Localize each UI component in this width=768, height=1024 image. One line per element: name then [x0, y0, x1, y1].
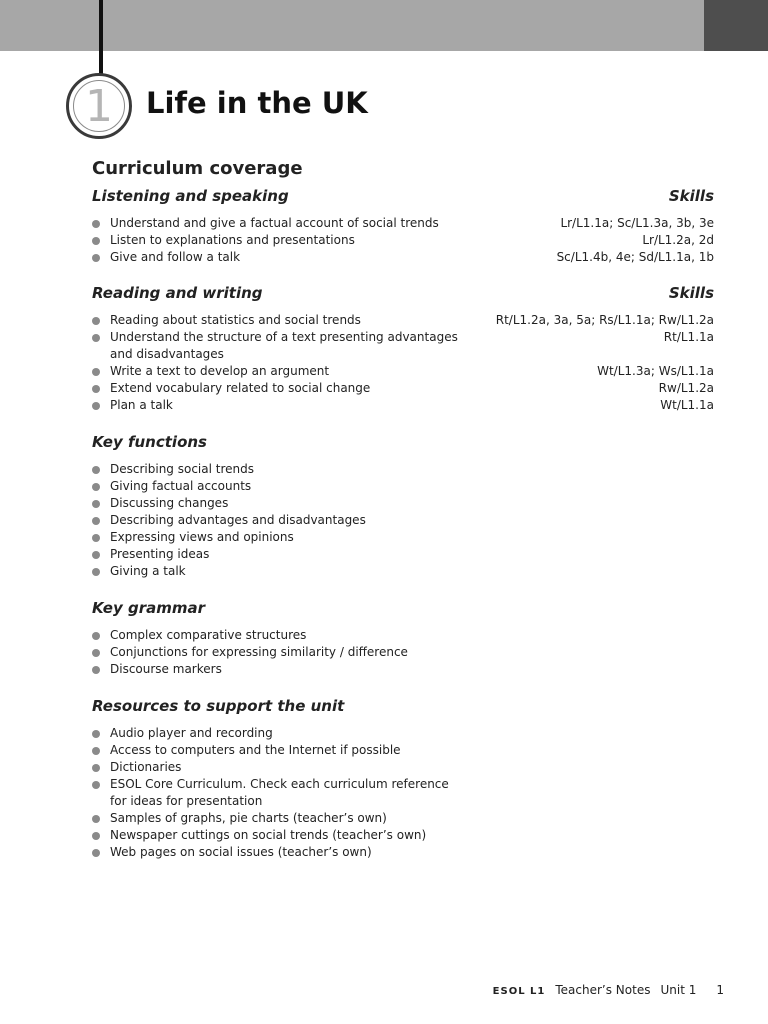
item-text: Presenting ideas	[110, 547, 210, 561]
list-item	[92, 529, 714, 546]
list-item	[92, 312, 714, 329]
curriculum-content	[92, 155, 714, 861]
list-item	[92, 380, 714, 397]
unit-marker-line	[99, 0, 103, 78]
section-title: Listening and speaking	[92, 187, 289, 205]
bullet-icon	[92, 730, 100, 738]
item-text: Expressing views and opinions	[110, 530, 294, 544]
list-item	[92, 810, 714, 827]
item-text: Web pages on social issues (teacher’s own)	[110, 845, 372, 859]
section-title: Reading and writing	[92, 284, 263, 302]
section-title: Resources to support the unit	[92, 697, 345, 715]
item-list	[92, 215, 714, 266]
item-list	[92, 312, 714, 414]
item-list	[92, 627, 714, 678]
curriculum-heading: Curriculum coverage	[92, 158, 303, 179]
list-item	[92, 776, 714, 810]
section	[92, 595, 714, 678]
unit-number-badge	[66, 73, 132, 139]
item-text: Reading about statistics and social trends	[110, 313, 361, 327]
section-title: Key functions	[92, 433, 207, 451]
list-item	[92, 512, 714, 529]
list-item	[92, 249, 714, 266]
item-text: Complex comparative structures	[110, 628, 307, 642]
item-text: Giving a talk	[110, 564, 186, 578]
sections-container	[92, 183, 714, 861]
item-text: ESOL Core Curriculum. Check each curriculum reference for ideas for presentation	[110, 777, 449, 808]
item-text: Discourse markers	[110, 662, 222, 676]
item-text: Give and follow a talk	[110, 250, 241, 264]
list-item	[92, 644, 714, 661]
item-list	[92, 725, 714, 861]
section-header	[92, 429, 714, 455]
list-item	[92, 478, 714, 495]
section-header	[92, 595, 714, 621]
bullet-icon	[92, 317, 100, 325]
bullet-icon	[92, 832, 100, 840]
item-text: Understand the structure of a text presenting advantages and disadvantages	[110, 330, 458, 361]
list-item	[92, 329, 714, 363]
section-header	[92, 280, 714, 306]
skills-label: Skills	[668, 284, 714, 302]
list-item	[92, 232, 714, 249]
item-text: Dictionaries	[110, 760, 182, 774]
bullet-icon	[92, 568, 100, 576]
list-item	[92, 725, 714, 742]
bullet-icon	[92, 385, 100, 393]
item-text: Extend vocabulary related to social change	[110, 381, 371, 395]
item-text: Newspaper cuttings on social trends (teacher’s own)	[110, 828, 427, 842]
bullet-icon	[92, 649, 100, 657]
bullet-icon	[92, 551, 100, 559]
bullet-icon	[92, 368, 100, 376]
section	[92, 183, 714, 266]
header-band	[0, 0, 704, 51]
item-skill-reference: Rw/L1.2a	[658, 381, 714, 395]
list-item	[92, 627, 714, 644]
bullet-icon	[92, 781, 100, 789]
bullet-icon	[92, 764, 100, 772]
list-item	[92, 759, 714, 776]
skills-label: Skills	[668, 187, 714, 205]
section-header	[92, 693, 714, 719]
section-title: Key grammar	[92, 599, 206, 617]
item-text: Describing advantages and disadvantages	[110, 513, 366, 527]
item-skill-reference: Wt/L1.1a	[660, 398, 714, 412]
bullet-icon	[92, 466, 100, 474]
item-text: Discussing changes	[110, 496, 229, 510]
section	[92, 429, 714, 580]
bullet-icon	[92, 666, 100, 674]
list-item	[92, 827, 714, 844]
list-item	[92, 461, 714, 478]
item-skill-reference: Rt/L1.1a	[663, 330, 714, 344]
header-corner-block	[704, 0, 768, 51]
item-text: Listen to explanations and presentations	[110, 233, 355, 247]
footer-book: Teacher’s Notes	[555, 983, 651, 997]
bullet-icon	[92, 815, 100, 823]
bullet-icon	[92, 220, 100, 228]
unit-number: 1	[73, 80, 125, 132]
list-item	[92, 563, 714, 580]
item-skill-reference: Wt/L1.3a; Ws/L1.1a	[597, 364, 714, 378]
item-text: Audio player and recording	[110, 726, 273, 740]
item-skill-reference: Lr/L1.2a, 2d	[642, 233, 714, 247]
section-header	[92, 183, 714, 209]
page-number: 1	[716, 983, 724, 997]
item-skill-reference: Rt/L1.2a, 3a, 5a; Rs/L1.1a; Rw/L1.2a	[495, 313, 714, 327]
item-text: Plan a talk	[110, 398, 173, 412]
section	[92, 693, 714, 861]
list-item	[92, 397, 714, 414]
bullet-icon	[92, 747, 100, 755]
list-item	[92, 661, 714, 678]
item-text: Write a text to develop an argument	[110, 364, 330, 378]
footer-unit: Unit 1	[660, 983, 697, 997]
footer-series: ESOL L1	[492, 986, 546, 997]
list-item	[92, 495, 714, 512]
bullet-icon	[92, 534, 100, 542]
list-item	[92, 363, 714, 380]
page-footer	[493, 983, 724, 997]
bullet-icon	[92, 402, 100, 410]
unit-title: Life in the UK	[146, 86, 368, 120]
list-item	[92, 215, 714, 232]
item-text: Giving factual accounts	[110, 479, 252, 493]
bullet-icon	[92, 254, 100, 262]
bullet-icon	[92, 632, 100, 640]
item-list	[92, 461, 714, 580]
bullet-icon	[92, 237, 100, 245]
list-item	[92, 844, 714, 861]
item-text: Understand and give a factual account of social trends	[110, 216, 439, 230]
bullet-icon	[92, 849, 100, 857]
section	[92, 280, 714, 414]
item-text: Describing social trends	[110, 462, 254, 476]
bullet-icon	[92, 483, 100, 491]
item-text: Conjunctions for expressing similarity / difference	[110, 645, 408, 659]
bullet-icon	[92, 334, 100, 342]
bullet-icon	[92, 517, 100, 525]
list-item	[92, 546, 714, 563]
list-item	[92, 742, 714, 759]
item-skill-reference: Sc/L1.4b, 4e; Sd/L1.1a, 1b	[556, 250, 714, 264]
item-text: Samples of graphs, pie charts (teacher’s own)	[110, 811, 387, 825]
item-skill-reference: Lr/L1.1a; Sc/L1.3a, 3b, 3e	[560, 216, 714, 230]
item-text: Access to computers and the Internet if possible	[110, 743, 401, 757]
bullet-icon	[92, 500, 100, 508]
